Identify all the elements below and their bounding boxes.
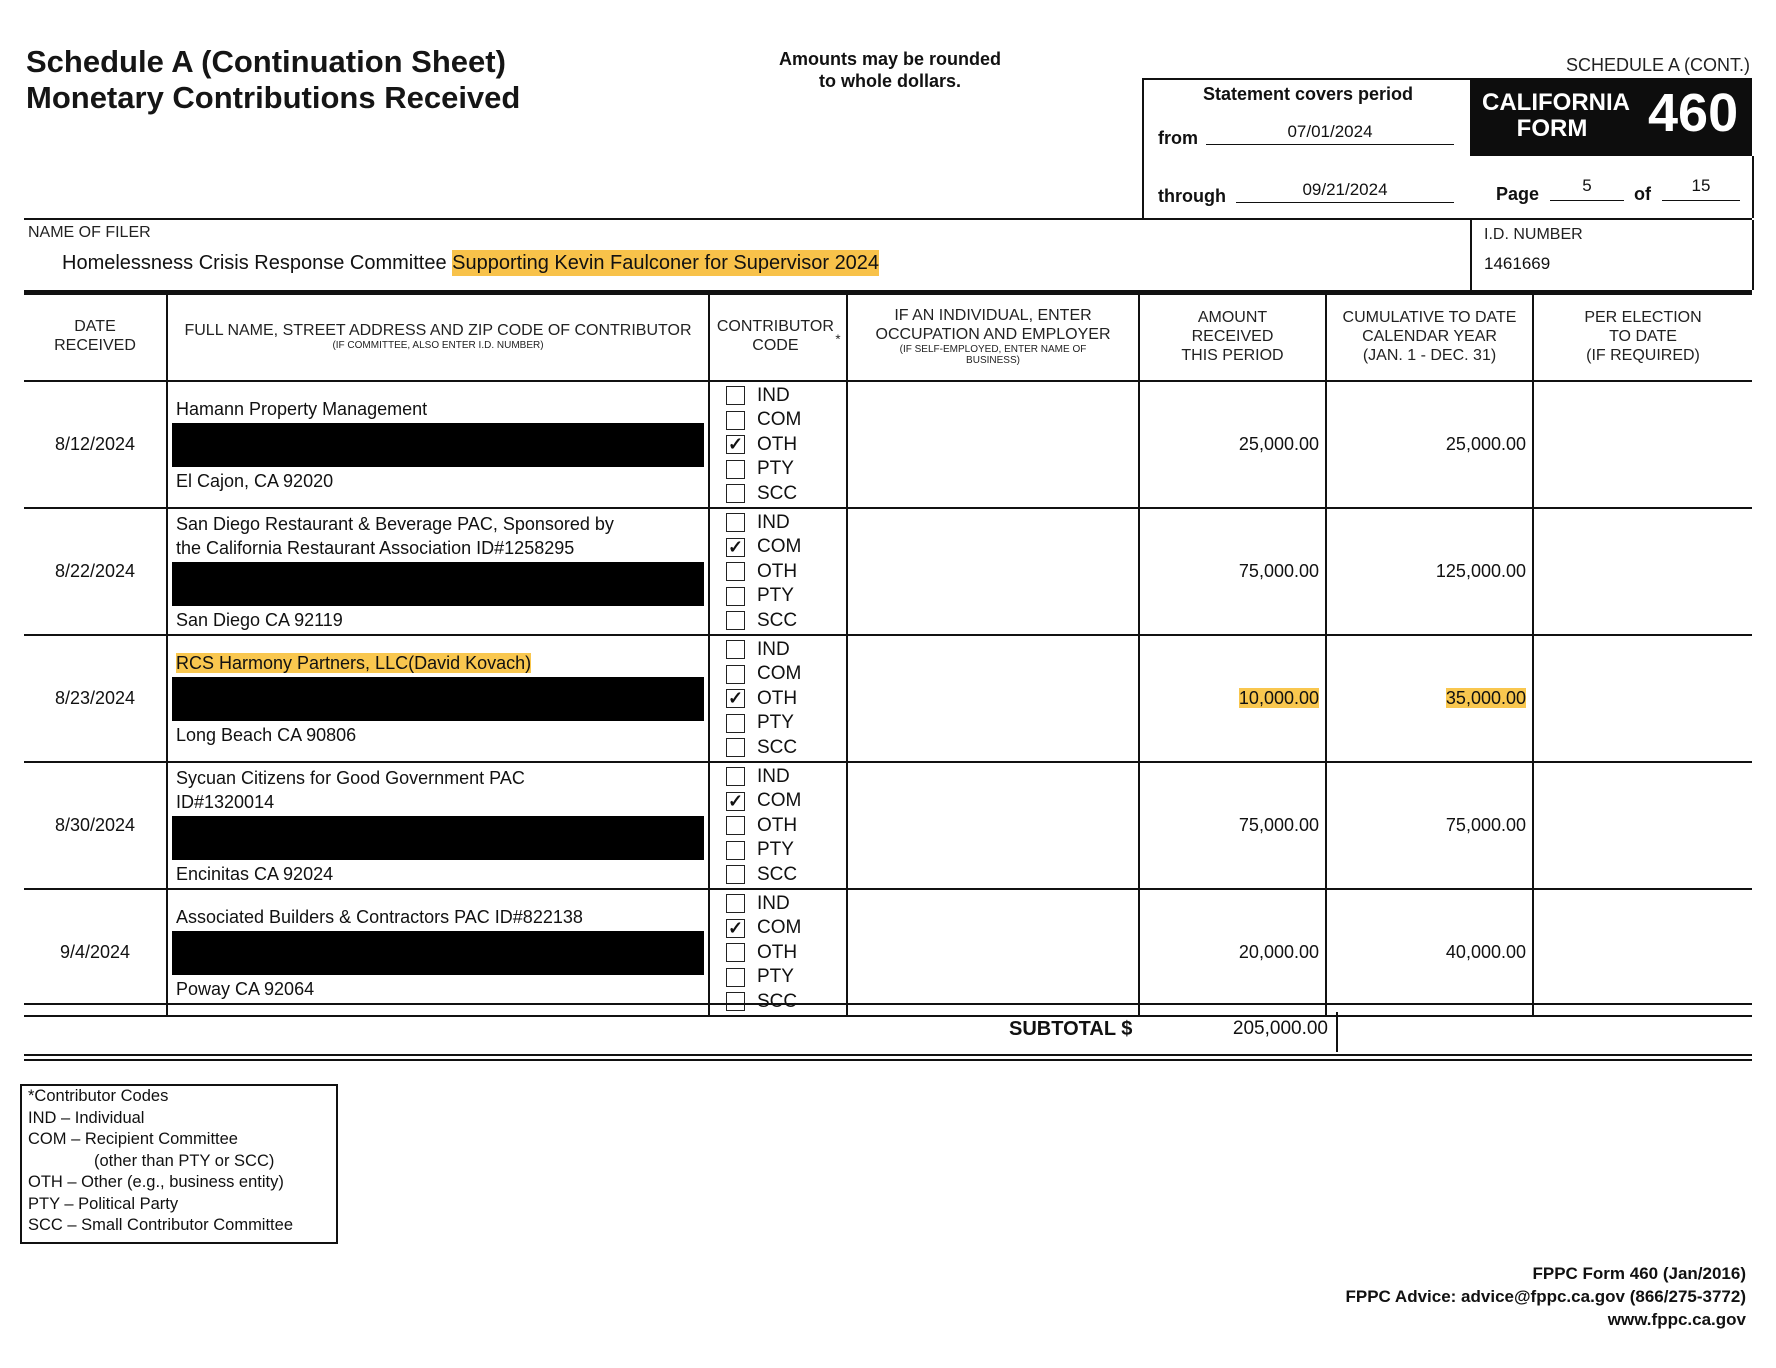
code-label: COM bbox=[757, 663, 802, 684]
amount-cell bbox=[1139, 381, 1326, 508]
contributor-name-line2 bbox=[176, 790, 708, 814]
page-label: Page bbox=[1496, 184, 1540, 204]
code-option-ind bbox=[726, 891, 846, 916]
code-label: COM bbox=[757, 409, 802, 430]
code-label: IND bbox=[757, 638, 790, 660]
code-label: SCC bbox=[757, 736, 798, 758]
checkbox-ind bbox=[726, 640, 745, 659]
code-label: OTH bbox=[757, 433, 798, 455]
col-code-title: CONTRIBUTOR CODE bbox=[716, 318, 834, 354]
cumulative-value: 75,000.00 bbox=[1445, 815, 1526, 835]
contributor-name-line1: San Diego Restaurant & Beverage PAC, Sponsored by bbox=[176, 513, 614, 534]
statement-period-box bbox=[1142, 78, 1472, 220]
contributor-name-text: Associated Builders & Contractors PAC ID#822138 bbox=[176, 906, 583, 927]
code-label: PTY bbox=[757, 712, 794, 733]
col-name-title: FULL NAME, STREET ADDRESS AND ZIP CODE OF CONTRIBUTOR bbox=[184, 322, 692, 339]
code-label: SCC bbox=[757, 609, 798, 631]
code-label: OTH bbox=[757, 687, 798, 709]
rounding-line1: Amounts may be rounded bbox=[778, 49, 1002, 69]
contributor-city: Poway CA 92064 bbox=[176, 978, 315, 999]
occupation-cell bbox=[847, 508, 1139, 635]
california-word: CALIFORNIA bbox=[1482, 89, 1630, 116]
per-election-cell bbox=[1533, 762, 1752, 889]
from-value: 07/01/2024 bbox=[1206, 122, 1454, 145]
filer-label: NAME OF FILER bbox=[28, 224, 151, 241]
col-name-sub: (IF COMMITTEE, ALSO ENTER I.D. NUMBER) bbox=[332, 340, 544, 351]
legend-com: COM – Recipient Committee bbox=[28, 1130, 238, 1148]
page-title bbox=[26, 44, 520, 116]
footer-form-version: FPPC Form 460 (Jan/2016) bbox=[1532, 1264, 1746, 1283]
code-option-com bbox=[726, 916, 846, 941]
page-value: 5 bbox=[1550, 176, 1624, 201]
subtotal-value: 205,000.00 bbox=[1232, 1018, 1328, 1039]
date-cell: 8/23/2024 bbox=[24, 635, 167, 762]
col-code-header bbox=[709, 292, 847, 381]
checkbox-pty bbox=[726, 587, 745, 606]
contributor-name-line2 bbox=[176, 905, 708, 929]
col-cumulative-header bbox=[1326, 292, 1533, 381]
checkbox-checked-icon: ✓ bbox=[727, 434, 744, 454]
code-option-scc bbox=[726, 735, 846, 760]
per-election-header-l2: TO DATE bbox=[1609, 327, 1677, 345]
checkbox-pty bbox=[726, 714, 745, 733]
subtotal-row bbox=[24, 1012, 1752, 1052]
code-option-pty bbox=[726, 457, 846, 482]
id-value: 1461669 bbox=[1484, 254, 1551, 273]
contributor-name-text: the California Restaurant Association ID#1258295 bbox=[176, 537, 575, 558]
per-election-cell bbox=[1533, 635, 1752, 762]
checkbox-checked-icon: ✓ bbox=[727, 790, 744, 811]
contributor-cell bbox=[167, 889, 709, 1016]
legend-title: *Contributor Codes bbox=[28, 1087, 169, 1105]
through-value: 09/21/2024 bbox=[1236, 180, 1454, 203]
amount-cell bbox=[1139, 762, 1326, 889]
contributor-code-cell bbox=[709, 889, 847, 1016]
amount-value: 20,000.00 bbox=[1238, 942, 1319, 962]
form-word: FORM bbox=[1516, 115, 1588, 142]
col-occupation-sub: (IF SELF-EMPLOYED, ENTER NAME OF BUSINESS) bbox=[899, 344, 1087, 366]
california-form-badge bbox=[1470, 78, 1752, 156]
code-option-ind bbox=[726, 510, 846, 535]
through-label: through bbox=[1158, 186, 1226, 206]
redacted-address bbox=[172, 562, 704, 606]
checkbox-ind bbox=[726, 386, 745, 405]
code-label: COM bbox=[757, 790, 802, 811]
contributor-cell bbox=[167, 762, 709, 889]
cumulative-value: 40,000.00 bbox=[1445, 942, 1526, 962]
checkbox-com bbox=[726, 411, 745, 430]
code-option-oth bbox=[726, 559, 846, 584]
code-label: OTH bbox=[757, 814, 798, 836]
col-date-header: DATE RECEIVED bbox=[24, 292, 167, 381]
rounding-note bbox=[740, 48, 1040, 92]
cumulative-header-l1: CUMULATIVE TO DATE bbox=[1342, 308, 1517, 326]
code-option-oth bbox=[726, 432, 846, 457]
code-option-pty bbox=[726, 584, 846, 609]
occupation-cell bbox=[847, 762, 1139, 889]
table-row bbox=[24, 762, 1752, 889]
table-row bbox=[24, 508, 1752, 635]
amount-value: 75,000.00 bbox=[1238, 815, 1319, 835]
contributor-city: Encinitas CA 92024 bbox=[176, 863, 334, 884]
checkbox-ind bbox=[726, 767, 745, 786]
amount-cell bbox=[1139, 635, 1326, 762]
code-label: PTY bbox=[757, 458, 794, 479]
code-label: IND bbox=[757, 892, 790, 914]
checkbox-scc bbox=[726, 738, 745, 757]
checkbox-ind bbox=[726, 513, 745, 532]
code-option-pty bbox=[726, 711, 846, 736]
title-line1: Schedule A (Continuation Sheet) bbox=[26, 44, 506, 79]
subtotal-label: SUBTOTAL $ bbox=[1009, 1018, 1133, 1040]
code-label: COM bbox=[757, 536, 802, 557]
contributor-cell bbox=[167, 635, 709, 762]
code-option-com bbox=[726, 408, 846, 433]
table-double-rule bbox=[24, 1003, 1752, 1008]
contributor-code-cell bbox=[709, 635, 847, 762]
cumulative-cell bbox=[1326, 508, 1533, 635]
code-label: SCC bbox=[757, 863, 798, 885]
code-label: SCC bbox=[757, 482, 798, 504]
contributor-city: San Diego CA 92119 bbox=[176, 609, 343, 630]
code-option-com bbox=[726, 535, 846, 560]
code-label: IND bbox=[757, 384, 790, 406]
cumulative-header-l3: (JAN. 1 - DEC. 31) bbox=[1362, 346, 1497, 364]
filer-id-box bbox=[1470, 220, 1754, 290]
code-option-oth bbox=[726, 940, 846, 965]
col-occupation-title: IF AN INDIVIDUAL, ENTER OCCUPATION AND EMPLOYER bbox=[875, 307, 1111, 343]
contributor-city: El Cajon, CA 92020 bbox=[176, 470, 334, 491]
code-option-scc bbox=[726, 989, 846, 1014]
code-option-scc bbox=[726, 481, 846, 506]
cumulative-header-l2: CALENDAR YEAR bbox=[1362, 327, 1497, 345]
checkbox-oth bbox=[726, 562, 745, 581]
contributor-cell bbox=[167, 381, 709, 508]
redacted-address bbox=[172, 423, 704, 467]
cumulative-value: 125,000.00 bbox=[1435, 561, 1526, 581]
code-label: OTH bbox=[757, 560, 798, 582]
filer-name-part1: Homelessness Crisis Response Committee bbox=[62, 252, 447, 274]
code-option-scc bbox=[726, 608, 846, 633]
california-form-text bbox=[1482, 89, 1630, 142]
code-option-oth bbox=[726, 813, 846, 838]
cumulative-cell bbox=[1326, 635, 1533, 762]
col-amount-header bbox=[1139, 292, 1326, 381]
rounding-line2: to whole dollars. bbox=[818, 71, 961, 91]
amount-header-l3: THIS PERIOD bbox=[1181, 346, 1284, 364]
per-election-header-l3: (IF REQUIRED) bbox=[1586, 346, 1700, 364]
code-option-com bbox=[726, 662, 846, 687]
checkbox-pty bbox=[726, 460, 745, 479]
checkbox-pty bbox=[726, 968, 745, 987]
code-option-scc bbox=[726, 862, 846, 887]
code-label: PTY bbox=[757, 966, 794, 987]
footer bbox=[1345, 1262, 1746, 1331]
footer-advice: FPPC Advice: advice@fppc.ca.gov (866/275-3772) bbox=[1345, 1287, 1746, 1306]
contributor-name-text: Hamann Property Management bbox=[176, 398, 428, 419]
per-election-cell bbox=[1533, 381, 1752, 508]
amount-cell bbox=[1139, 508, 1326, 635]
code-option-oth bbox=[726, 686, 846, 711]
total-pages: 15 bbox=[1662, 176, 1740, 201]
table-row bbox=[24, 635, 1752, 762]
col-occupation-header bbox=[847, 292, 1139, 381]
col-per-election-header bbox=[1533, 292, 1752, 381]
filer-name bbox=[62, 252, 879, 275]
filer-name-highlighted: Supporting Kevin Faulconer for Supervisor 2024 bbox=[452, 252, 880, 274]
code-label: SCC bbox=[757, 990, 798, 1012]
contributor-codes-legend bbox=[20, 1084, 338, 1244]
page-number-box bbox=[1470, 156, 1754, 218]
contributions-table bbox=[24, 292, 1752, 1017]
date-cell: 8/30/2024 bbox=[24, 762, 167, 889]
table-header-row bbox=[24, 292, 1752, 381]
legend-oth: OTH – Other (e.g., business entity) bbox=[28, 1173, 284, 1191]
contributor-name-line2 bbox=[176, 397, 708, 421]
code-option-ind bbox=[726, 637, 846, 662]
cumulative-value: 35,000.00 bbox=[1445, 688, 1526, 708]
footer-website: www.fppc.ca.gov bbox=[1607, 1310, 1746, 1329]
date-cell: 8/12/2024 bbox=[24, 381, 167, 508]
occupation-cell bbox=[847, 381, 1139, 508]
date-cell: 9/4/2024 bbox=[24, 889, 167, 1016]
contributor-name-line2 bbox=[176, 651, 708, 675]
bottom-double-rule bbox=[24, 1054, 1752, 1061]
code-label: IND bbox=[757, 765, 790, 787]
checkbox-scc bbox=[726, 611, 745, 630]
cumulative-cell bbox=[1326, 381, 1533, 508]
redacted-address bbox=[172, 931, 704, 975]
schedule-cont-label: SCHEDULE A (CONT.) bbox=[1565, 55, 1750, 75]
contributor-code-cell bbox=[709, 508, 847, 635]
amount-header-l1: AMOUNT bbox=[1197, 308, 1268, 326]
code-label: COM bbox=[757, 917, 802, 938]
checkbox-checked-icon: ✓ bbox=[727, 917, 744, 938]
checkbox-oth bbox=[726, 816, 745, 835]
checkbox-ind bbox=[726, 894, 745, 913]
date-cell: 8/22/2024 bbox=[24, 508, 167, 635]
code-option-pty bbox=[726, 965, 846, 990]
contributor-code-cell bbox=[709, 762, 847, 889]
amount-cell bbox=[1139, 889, 1326, 1016]
filer-section bbox=[24, 218, 1752, 295]
code-label: PTY bbox=[757, 585, 794, 606]
occupation-cell bbox=[847, 635, 1139, 762]
per-election-cell bbox=[1533, 889, 1752, 1016]
contributor-name-text: ID#1320014 bbox=[176, 791, 275, 812]
amount-header-l2: RECEIVED bbox=[1191, 327, 1274, 345]
col-name-header bbox=[167, 292, 709, 381]
contributor-name-line2 bbox=[176, 536, 708, 560]
contributor-name-text: RCS Harmony Partners, LLC(David Kovach) bbox=[176, 652, 532, 673]
contributor-code-cell bbox=[709, 381, 847, 508]
occupation-cell bbox=[847, 889, 1139, 1016]
period-title: Statement covers period bbox=[1202, 84, 1414, 104]
checkbox-oth bbox=[726, 943, 745, 962]
code-label: PTY bbox=[757, 839, 794, 860]
redacted-address bbox=[172, 677, 704, 721]
code-star: * bbox=[835, 331, 841, 347]
table-row bbox=[24, 889, 1752, 1016]
from-label: from bbox=[1158, 128, 1198, 148]
amount-value: 25,000.00 bbox=[1238, 434, 1319, 454]
legend-pty: PTY – Political Party bbox=[28, 1194, 179, 1213]
per-election-header-l1: PER ELECTION bbox=[1584, 308, 1702, 326]
code-option-ind bbox=[726, 764, 846, 789]
form-number: 460 bbox=[1648, 83, 1739, 143]
checkbox-checked-icon: ✓ bbox=[727, 536, 744, 557]
table-row bbox=[24, 381, 1752, 508]
checkbox-scc bbox=[726, 484, 745, 503]
id-label: I.D. NUMBER bbox=[1484, 226, 1583, 243]
cumulative-cell bbox=[1326, 889, 1533, 1016]
cumulative-cell bbox=[1326, 762, 1533, 889]
amount-value: 75,000.00 bbox=[1238, 561, 1319, 581]
contributor-cell bbox=[167, 508, 709, 635]
code-option-com bbox=[726, 789, 846, 814]
code-label: IND bbox=[757, 511, 790, 533]
title-line2: Monetary Contributions Received bbox=[26, 80, 521, 115]
checkbox-pty bbox=[726, 841, 745, 860]
checkbox-com bbox=[726, 665, 745, 684]
legend-scc: SCC – Small Contributor Committee bbox=[28, 1216, 293, 1234]
of-label: of bbox=[1634, 184, 1651, 204]
code-option-pty bbox=[726, 838, 846, 863]
checkbox-scc bbox=[726, 992, 745, 1011]
redacted-address bbox=[172, 816, 704, 860]
legend-com-sub: (other than PTY or SCC) bbox=[94, 1151, 275, 1170]
checkbox-scc bbox=[726, 865, 745, 884]
contributor-city: Long Beach CA 90806 bbox=[176, 724, 357, 745]
legend-ind: IND – Individual bbox=[28, 1108, 145, 1127]
amount-value: 10,000.00 bbox=[1238, 688, 1319, 708]
code-label: OTH bbox=[757, 941, 798, 963]
per-election-cell bbox=[1533, 508, 1752, 635]
checkbox-checked-icon: ✓ bbox=[727, 688, 744, 708]
contributor-name-line1: Sycuan Citizens for Good Government PAC bbox=[176, 767, 525, 788]
subtotal-divider bbox=[1336, 1012, 1338, 1052]
cumulative-value: 25,000.00 bbox=[1445, 434, 1526, 454]
code-option-ind bbox=[726, 383, 846, 408]
